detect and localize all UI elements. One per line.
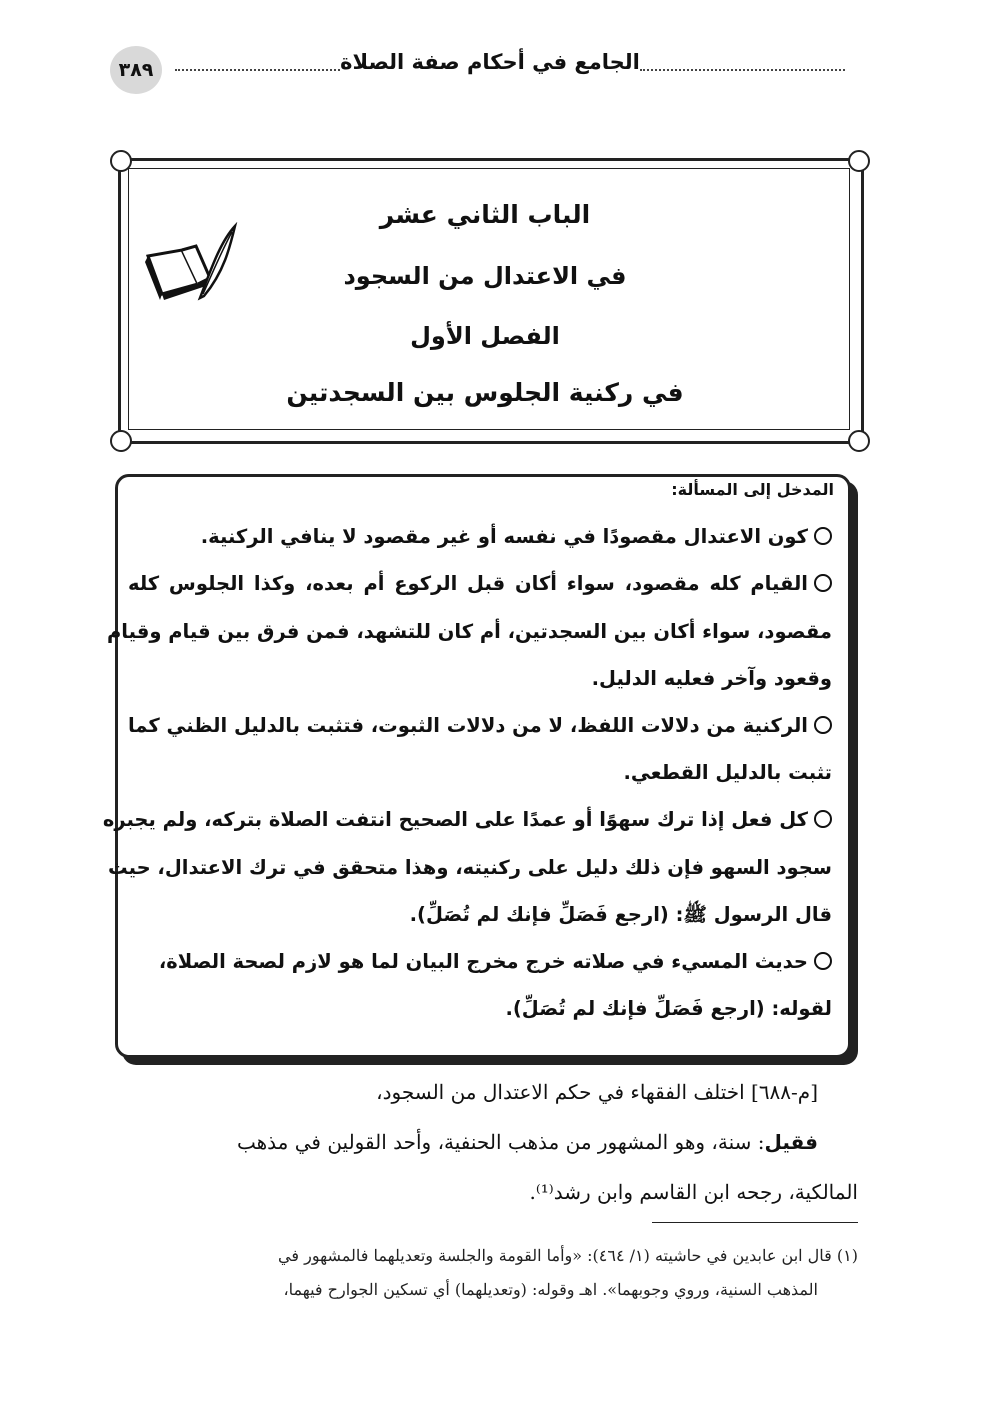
circle-bullet-icon <box>814 574 832 592</box>
frame-corner-ornament <box>110 430 132 452</box>
circle-bullet-icon <box>814 810 832 828</box>
body-line-1: [م-٦٨٨] اختلف الفقهاء في حكم الاعتدال من السجود، <box>376 1080 818 1104</box>
intro-line-8: سجود السهو فإن ذلك دليل على ركنيته، وهذا متحقق في ترك الاعتدال، حيث <box>107 856 832 879</box>
circle-bullet-icon <box>814 527 832 545</box>
intro-line-10: حديث المسيء في صلاته خرج مخرج البيان لما هو لازم لصحة الصلاة، <box>128 950 832 973</box>
body-line-3: المالكية، رجحه ابن القاسم وابن رشد⁽¹⁾. <box>529 1180 858 1204</box>
header-dots-right <box>640 69 845 71</box>
section-heading: الفصل الأول <box>410 322 560 350</box>
section-topic: في ركنية الجلوس بين السجدتين <box>286 378 684 407</box>
body-line-2: فقيل: سنة، وهو المشهور من مذهب الحنفية، وأحد القولين في مذهب <box>236 1130 818 1154</box>
intro-heading: المدخل إلى المسألة: <box>671 480 834 499</box>
intro-line-3: مقصود، سواء أكان بين السجدتين، أم كان للتشهد، فمن فرق بين قيام وقيام <box>107 620 832 643</box>
footnote-line-1: (١) قال ابن عابدين في حاشيته (١/ ٤٦٤): «وأما القومة والجلسة وتعديلهما فالمشهور في <box>278 1246 858 1265</box>
header-dots-left <box>175 69 340 71</box>
circle-bullet-icon <box>814 716 832 734</box>
running-title: الجامع في أحكام صفة الصلاة <box>340 50 640 74</box>
intro-line-1: كون الاعتدال مقصودًا في نفسه أو غير مقصود لا ينافي الركنية. <box>128 525 832 548</box>
intro-line-6: تثبت بالدليل القطعي. <box>623 761 832 784</box>
book-quill-icon <box>140 222 240 304</box>
page-number: ٣٨٩ <box>110 46 162 94</box>
intro-line-2: القيام كله مقصود، سواء أكان قبل الركوع أم بعده، وكذا الجلوس كله <box>128 572 832 595</box>
frame-corner-ornament <box>110 150 132 172</box>
chapter-heading: الباب الثاني عشر <box>379 200 591 229</box>
intro-line-5: الركنية من دلالات اللفظ، لا من دلالات الثبوت، فتثبت بالدليل الظني كما <box>128 714 832 737</box>
intro-line-11: لقوله: (ارجع فَصَلِّ فإنك لم تُصَلِّ). <box>505 997 832 1020</box>
intro-line-9: قال الرسول ﷺ: (ارجع فَصَلِّ فإنك لم تُصَلِّ). <box>409 903 832 926</box>
body-lead-word: فقيل <box>764 1130 818 1154</box>
intro-line-7: كل فعل إذا ترك سهوًا أو عمدًا على الصحيح انتفت الصلاة بتركه، ولم يجبره <box>128 808 832 831</box>
circle-bullet-icon <box>814 952 832 970</box>
footnote-line-2: المذهب السنية، وروي وجوبهما». اهـ وقوله: (وتعديلهما) أي تسكين الجوارح فيهما، <box>283 1280 818 1299</box>
footnote-separator <box>652 1222 858 1223</box>
chapter-topic: في الاعتدال من السجود <box>343 262 627 290</box>
frame-corner-ornament <box>848 150 870 172</box>
frame-corner-ornament <box>848 430 870 452</box>
intro-line-4: وقعود وآخر فعليه الدليل. <box>591 667 832 690</box>
